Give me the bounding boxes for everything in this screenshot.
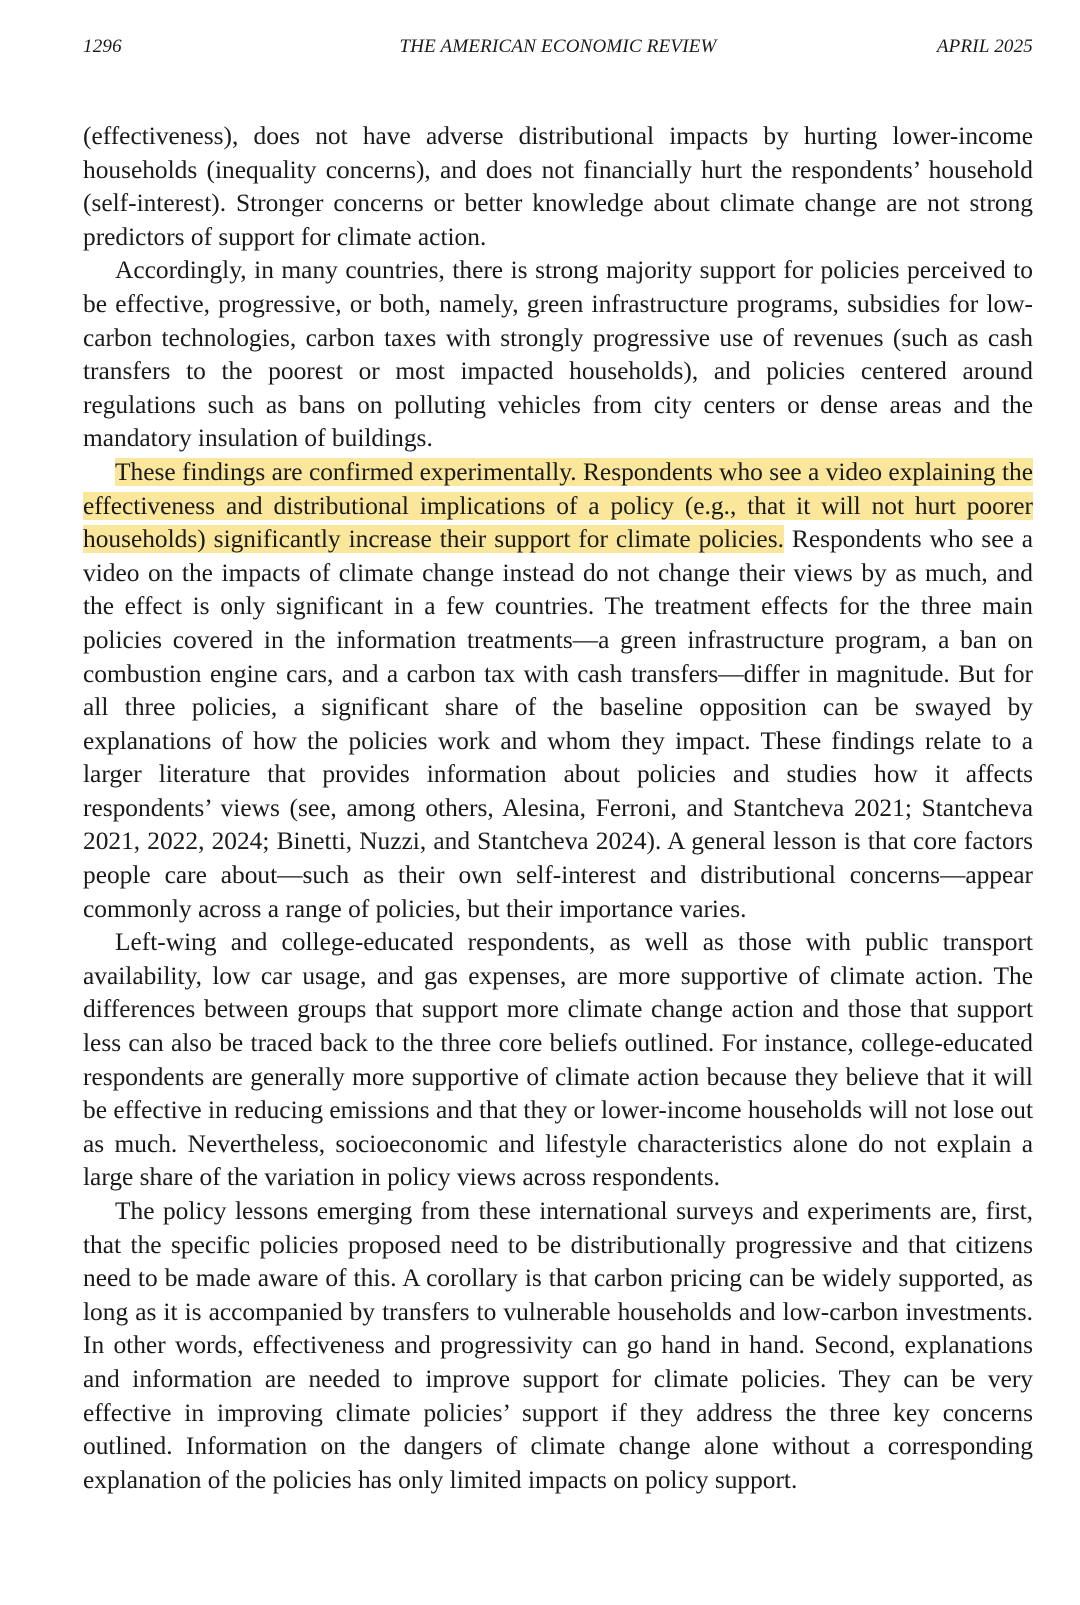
paragraph-3	[83, 456, 1033, 926]
journal-title: THE AMERICAN ECONOMIC REVIEW	[399, 36, 717, 57]
running-head	[83, 36, 1033, 66]
paragraph-3-continuation: Respondents who see a video on the impacts of climate change instead do not change their views by as much, and the effect is only significant in a few countries. The treatment effects for the three main policies covered in the information treatments—a green infrastructure program, a ban on combustion engine cars, and a carbon tax with cash transfers—differ in magnitude. But for all three policies, a significant share of the baseline opposition can be swayed by explanations of how the policies work and whom they impact. These findings relate to a larger literature that provides information about policies and studies how it affects respondents’ views (see, among others, Alesina, Ferroni, and Stantcheva 2021; Stantcheva 2021, 2022, 2024; Binetti, Nuzzi, and Stantcheva 2024). A general lesson is that core factors people care about—such as their own self-interest and distributional concerns—appear commonly across a range of policies, but their importance varies.	[83, 525, 1033, 923]
paragraph-4: Left-wing and college-educated respondents, as well as those with public transport availability, low car usage, and gas expenses, are more supportive of climate action. The differences between groups that support more climate change action and those that support less can also be traced back to the three core beliefs outlined. For instance, college-educated respondents are generally more supportive of climate action because they believe that it will be effective in reducing emissions and that they or lower-income households will not lose out as much. Nevertheless, socioeconomic and lifestyle characteristics alone do not explain a large share of the variation in policy views across respondents.	[83, 928, 1033, 1192]
paragraph-5: The policy lessons emerging from these international surveys and experiments are, first, that the specific policies proposed need to be distributionally progressive and that citizens need to be made aware of this. A corollary is that carbon pricing can be widely supported, as long as it is accompanied by transfers to vulnerable households and low-carbon investments. In other words, effectiveness and progressivity can go hand in hand. Second, explanations and information are needed to improve support for climate policies. They can be very effective in improving climate policies’ support if they address the three key concerns outlined. Information on the dangers of climate change alone without a corresponding explanation of the policies has only limited impacts on policy support.	[83, 1197, 1033, 1494]
paragraph-2: Accordingly, in many countries, there is strong majority support for policies perceived to be effective, progressive, or both, namely, green infrastructure programs, subsidies for low-carbon technologies, carbon taxes with strongly progressive use of revenues (such as cash transfers to the poorest or most impacted households), and policies centered around regulations such as bans on polluting vehicles from city centers or dense areas and the mandatory insulation of buildings.	[83, 256, 1033, 453]
page-number: 1296	[83, 36, 122, 57]
highlighted-passage[interactable]: These findings are confirmed experimentally. Respondents who see a video explaining the effectiveness and distributional implications of a policy (e.g., that it will not hurt poorer households) significantly increase their support for climate policies.	[83, 457, 1033, 554]
article-body	[83, 120, 1033, 1497]
paragraph-1: (effectiveness), does not have adverse distributional impacts by hurting lower-income households (inequality concerns), and does not financially hurt the respondents’ household (self-interest). Stronger concerns or better knowledge about climate change are not strong predictors of support for climate action.	[83, 122, 1033, 251]
issue-date: APRIL 2025	[936, 36, 1033, 57]
